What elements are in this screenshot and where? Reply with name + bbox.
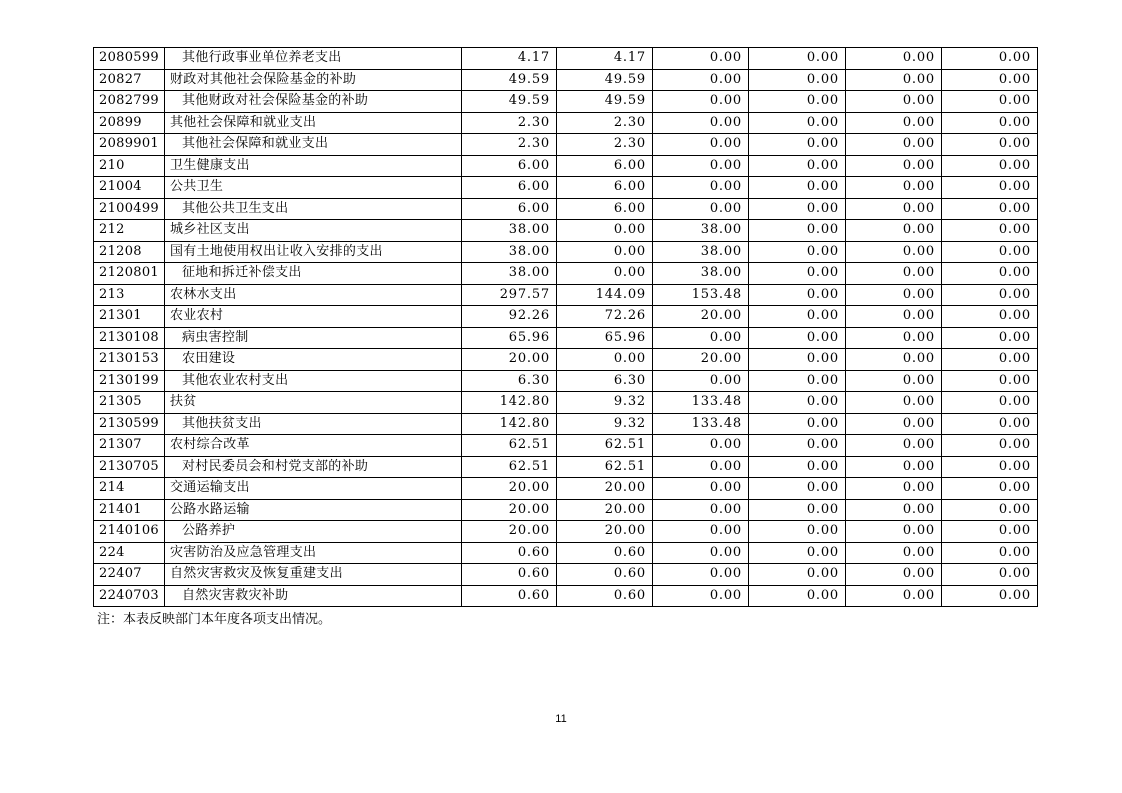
row-value-col1: 0.60 bbox=[462, 564, 557, 586]
row-value-col6: 0.00 bbox=[942, 48, 1038, 70]
row-value-col2: 62.51 bbox=[557, 456, 653, 478]
table-row bbox=[94, 284, 1038, 306]
row-code: 2130153 bbox=[94, 349, 165, 371]
table-row bbox=[94, 198, 1038, 220]
row-value-col1: 0.60 bbox=[462, 542, 557, 564]
row-value-col6: 0.00 bbox=[942, 263, 1038, 285]
row-value-col2: 4.17 bbox=[557, 48, 653, 70]
row-value-col5: 0.00 bbox=[846, 542, 942, 564]
row-code: 21004 bbox=[94, 177, 165, 199]
table-row bbox=[94, 220, 1038, 242]
row-name: 公共卫生 bbox=[165, 177, 462, 199]
row-value-col4: 0.00 bbox=[749, 435, 846, 457]
row-value-col4: 0.00 bbox=[749, 392, 846, 414]
row-value-col3: 0.00 bbox=[653, 521, 749, 543]
table-row bbox=[94, 456, 1038, 478]
row-value-col3: 0.00 bbox=[653, 478, 749, 500]
row-value-col6: 0.00 bbox=[942, 370, 1038, 392]
row-value-col6: 0.00 bbox=[942, 220, 1038, 242]
row-value-col5: 0.00 bbox=[846, 198, 942, 220]
expenditure-table bbox=[93, 47, 1038, 607]
row-value-col2: 65.96 bbox=[557, 327, 653, 349]
row-code: 2120801 bbox=[94, 263, 165, 285]
row-value-col6: 0.00 bbox=[942, 306, 1038, 328]
row-value-col3: 20.00 bbox=[653, 306, 749, 328]
row-value-col1: 38.00 bbox=[462, 241, 557, 263]
row-value-col4: 0.00 bbox=[749, 521, 846, 543]
row-value-col5: 0.00 bbox=[846, 284, 942, 306]
row-value-col4: 0.00 bbox=[749, 499, 846, 521]
row-value-col6: 0.00 bbox=[942, 69, 1038, 91]
row-value-col4: 0.00 bbox=[749, 198, 846, 220]
row-name: 扶贫 bbox=[165, 392, 462, 414]
row-code: 2080599 bbox=[94, 48, 165, 70]
row-value-col4: 0.00 bbox=[749, 134, 846, 156]
row-value-col3: 0.00 bbox=[653, 542, 749, 564]
row-value-col5: 0.00 bbox=[846, 91, 942, 113]
table-row bbox=[94, 155, 1038, 177]
row-value-col2: 2.30 bbox=[557, 134, 653, 156]
row-code: 224 bbox=[94, 542, 165, 564]
row-code: 21307 bbox=[94, 435, 165, 457]
row-code: 20899 bbox=[94, 112, 165, 134]
row-value-col1: 6.00 bbox=[462, 198, 557, 220]
row-value-col3: 20.00 bbox=[653, 349, 749, 371]
table-row bbox=[94, 177, 1038, 199]
row-name: 国有土地使用权出让收入安排的支出 bbox=[165, 241, 462, 263]
row-value-col4: 0.00 bbox=[749, 306, 846, 328]
row-value-col2: 20.00 bbox=[557, 499, 653, 521]
row-value-col1: 2.30 bbox=[462, 134, 557, 156]
row-value-col4: 0.00 bbox=[749, 69, 846, 91]
row-code: 21305 bbox=[94, 392, 165, 414]
row-value-col5: 0.00 bbox=[846, 155, 942, 177]
row-value-col4: 0.00 bbox=[749, 349, 846, 371]
row-value-col6: 0.00 bbox=[942, 564, 1038, 586]
table-row bbox=[94, 585, 1038, 607]
row-value-col5: 0.00 bbox=[846, 499, 942, 521]
row-value-col6: 0.00 bbox=[942, 112, 1038, 134]
row-value-col6: 0.00 bbox=[942, 478, 1038, 500]
row-value-col5: 0.00 bbox=[846, 370, 942, 392]
row-value-col1: 142.80 bbox=[462, 413, 557, 435]
row-value-col6: 0.00 bbox=[942, 413, 1038, 435]
row-name: 其他行政事业单位养老支出 bbox=[165, 48, 462, 70]
table-row bbox=[94, 392, 1038, 414]
table-row bbox=[94, 112, 1038, 134]
row-value-col4: 0.00 bbox=[749, 177, 846, 199]
row-value-col1: 142.80 bbox=[462, 392, 557, 414]
row-value-col3: 38.00 bbox=[653, 241, 749, 263]
table-row bbox=[94, 478, 1038, 500]
row-code: 210 bbox=[94, 155, 165, 177]
row-value-col1: 6.00 bbox=[462, 177, 557, 199]
row-value-col4: 0.00 bbox=[749, 263, 846, 285]
row-name: 其他公共卫生支出 bbox=[165, 198, 462, 220]
row-value-col4: 0.00 bbox=[749, 220, 846, 242]
row-value-col4: 0.00 bbox=[749, 48, 846, 70]
row-name: 卫生健康支出 bbox=[165, 155, 462, 177]
row-code: 2130199 bbox=[94, 370, 165, 392]
row-name: 其他社会保障和就业支出 bbox=[165, 134, 462, 156]
row-value-col2: 6.00 bbox=[557, 155, 653, 177]
table-row bbox=[94, 241, 1038, 263]
row-value-col2: 6.00 bbox=[557, 177, 653, 199]
row-value-col4: 0.00 bbox=[749, 155, 846, 177]
row-value-col1: 20.00 bbox=[462, 521, 557, 543]
row-value-col5: 0.00 bbox=[846, 392, 942, 414]
row-value-col6: 0.00 bbox=[942, 542, 1038, 564]
table-note: 注：本表反映部门本年度各项支出情况。 bbox=[97, 612, 332, 627]
row-code: 20827 bbox=[94, 69, 165, 91]
table-row bbox=[94, 413, 1038, 435]
table-row bbox=[94, 91, 1038, 113]
row-name: 公路水路运输 bbox=[165, 499, 462, 521]
row-value-col2: 0.60 bbox=[557, 585, 653, 607]
row-value-col3: 0.00 bbox=[653, 435, 749, 457]
row-value-col5: 0.00 bbox=[846, 220, 942, 242]
row-value-col4: 0.00 bbox=[749, 91, 846, 113]
row-value-col3: 0.00 bbox=[653, 134, 749, 156]
row-name: 城乡社区支出 bbox=[165, 220, 462, 242]
row-value-col1: 49.59 bbox=[462, 91, 557, 113]
row-value-col6: 0.00 bbox=[942, 284, 1038, 306]
row-value-col1: 62.51 bbox=[462, 435, 557, 457]
row-value-col2: 49.59 bbox=[557, 69, 653, 91]
row-value-col6: 0.00 bbox=[942, 349, 1038, 371]
row-code: 2240703 bbox=[94, 585, 165, 607]
table-row bbox=[94, 306, 1038, 328]
row-value-col1: 2.30 bbox=[462, 112, 557, 134]
row-code: 2130108 bbox=[94, 327, 165, 349]
row-value-col5: 0.00 bbox=[846, 134, 942, 156]
row-value-col2: 6.30 bbox=[557, 370, 653, 392]
row-value-col1: 20.00 bbox=[462, 478, 557, 500]
row-value-col3: 0.00 bbox=[653, 91, 749, 113]
row-value-col1: 92.26 bbox=[462, 306, 557, 328]
row-value-col2: 72.26 bbox=[557, 306, 653, 328]
row-value-col3: 0.00 bbox=[653, 48, 749, 70]
row-code: 214 bbox=[94, 478, 165, 500]
row-value-col1: 20.00 bbox=[462, 349, 557, 371]
row-value-col4: 0.00 bbox=[749, 370, 846, 392]
table-row bbox=[94, 48, 1038, 70]
row-value-col6: 0.00 bbox=[942, 499, 1038, 521]
row-value-col5: 0.00 bbox=[846, 177, 942, 199]
row-name: 财政对其他社会保险基金的补助 bbox=[165, 69, 462, 91]
row-value-col3: 0.00 bbox=[653, 155, 749, 177]
row-name: 对村民委员会和村党支部的补助 bbox=[165, 456, 462, 478]
row-value-col6: 0.00 bbox=[942, 155, 1038, 177]
row-name: 农村综合改革 bbox=[165, 435, 462, 457]
row-code: 2130705 bbox=[94, 456, 165, 478]
row-value-col3: 0.00 bbox=[653, 564, 749, 586]
row-value-col3: 133.48 bbox=[653, 392, 749, 414]
page-number: 11 bbox=[555, 713, 567, 725]
row-name: 其他财政对社会保险基金的补助 bbox=[165, 91, 462, 113]
table-row bbox=[94, 327, 1038, 349]
row-value-col6: 0.00 bbox=[942, 521, 1038, 543]
row-value-col2: 0.00 bbox=[557, 349, 653, 371]
row-value-col4: 0.00 bbox=[749, 564, 846, 586]
row-value-col4: 0.00 bbox=[749, 585, 846, 607]
row-name: 农林水支出 bbox=[165, 284, 462, 306]
row-name: 交通运输支出 bbox=[165, 478, 462, 500]
row-code: 212 bbox=[94, 220, 165, 242]
row-value-col2: 6.00 bbox=[557, 198, 653, 220]
table-row bbox=[94, 521, 1038, 543]
row-name: 征地和拆迁补偿支出 bbox=[165, 263, 462, 285]
table-row bbox=[94, 69, 1038, 91]
row-value-col4: 0.00 bbox=[749, 542, 846, 564]
row-name: 灾害防治及应急管理支出 bbox=[165, 542, 462, 564]
row-value-col1: 38.00 bbox=[462, 263, 557, 285]
table-row bbox=[94, 435, 1038, 457]
row-value-col1: 6.30 bbox=[462, 370, 557, 392]
row-value-col1: 20.00 bbox=[462, 499, 557, 521]
row-value-col6: 0.00 bbox=[942, 327, 1038, 349]
row-code: 2089901 bbox=[94, 134, 165, 156]
row-value-col6: 0.00 bbox=[942, 198, 1038, 220]
row-name: 自然灾害救灾及恢复重建支出 bbox=[165, 564, 462, 586]
row-value-col2: 9.32 bbox=[557, 392, 653, 414]
row-value-col6: 0.00 bbox=[942, 392, 1038, 414]
row-value-col1: 6.00 bbox=[462, 155, 557, 177]
table-row bbox=[94, 499, 1038, 521]
row-value-col4: 0.00 bbox=[749, 112, 846, 134]
row-name: 农业农村 bbox=[165, 306, 462, 328]
row-value-col6: 0.00 bbox=[942, 456, 1038, 478]
row-value-col1: 38.00 bbox=[462, 220, 557, 242]
row-value-col2: 144.09 bbox=[557, 284, 653, 306]
row-name: 农田建设 bbox=[165, 349, 462, 371]
row-value-col3: 0.00 bbox=[653, 456, 749, 478]
row-value-col5: 0.00 bbox=[846, 263, 942, 285]
row-name: 其他社会保障和就业支出 bbox=[165, 112, 462, 134]
table-row bbox=[94, 542, 1038, 564]
row-value-col5: 0.00 bbox=[846, 564, 942, 586]
row-value-col5: 0.00 bbox=[846, 521, 942, 543]
row-value-col5: 0.00 bbox=[846, 478, 942, 500]
row-code: 21401 bbox=[94, 499, 165, 521]
row-value-col3: 0.00 bbox=[653, 499, 749, 521]
row-value-col4: 0.00 bbox=[749, 413, 846, 435]
row-value-col3: 0.00 bbox=[653, 370, 749, 392]
row-value-col3: 133.48 bbox=[653, 413, 749, 435]
row-value-col2: 20.00 bbox=[557, 478, 653, 500]
row-value-col2: 0.00 bbox=[557, 263, 653, 285]
row-value-col6: 0.00 bbox=[942, 91, 1038, 113]
row-value-col3: 0.00 bbox=[653, 198, 749, 220]
row-value-col2: 0.60 bbox=[557, 564, 653, 586]
table-body bbox=[94, 48, 1038, 607]
row-value-col3: 0.00 bbox=[653, 69, 749, 91]
row-code: 22407 bbox=[94, 564, 165, 586]
row-value-col3: 0.00 bbox=[653, 177, 749, 199]
row-value-col4: 0.00 bbox=[749, 241, 846, 263]
row-value-col3: 38.00 bbox=[653, 220, 749, 242]
row-value-col1: 62.51 bbox=[462, 456, 557, 478]
row-name: 其他扶贫支出 bbox=[165, 413, 462, 435]
row-value-col3: 0.00 bbox=[653, 112, 749, 134]
row-value-col3: 38.00 bbox=[653, 263, 749, 285]
row-value-col5: 0.00 bbox=[846, 306, 942, 328]
row-value-col6: 0.00 bbox=[942, 435, 1038, 457]
row-value-col5: 0.00 bbox=[846, 327, 942, 349]
row-value-col5: 0.00 bbox=[846, 48, 942, 70]
row-value-col5: 0.00 bbox=[846, 435, 942, 457]
row-value-col6: 0.00 bbox=[942, 241, 1038, 263]
row-value-col5: 0.00 bbox=[846, 585, 942, 607]
row-code: 2130599 bbox=[94, 413, 165, 435]
row-value-col2: 49.59 bbox=[557, 91, 653, 113]
row-value-col5: 0.00 bbox=[846, 413, 942, 435]
row-code: 2140106 bbox=[94, 521, 165, 543]
table-row bbox=[94, 370, 1038, 392]
row-value-col6: 0.00 bbox=[942, 134, 1038, 156]
row-code: 21301 bbox=[94, 306, 165, 328]
row-value-col5: 0.00 bbox=[846, 241, 942, 263]
row-name: 其他农业农村支出 bbox=[165, 370, 462, 392]
row-value-col2: 0.00 bbox=[557, 220, 653, 242]
row-value-col1: 297.57 bbox=[462, 284, 557, 306]
row-value-col4: 0.00 bbox=[749, 478, 846, 500]
row-code: 21208 bbox=[94, 241, 165, 263]
row-value-col2: 20.00 bbox=[557, 521, 653, 543]
row-value-col3: 153.48 bbox=[653, 284, 749, 306]
row-value-col3: 0.00 bbox=[653, 327, 749, 349]
table-row bbox=[94, 134, 1038, 156]
row-value-col6: 0.00 bbox=[942, 177, 1038, 199]
row-code: 213 bbox=[94, 284, 165, 306]
row-code: 2100499 bbox=[94, 198, 165, 220]
row-value-col5: 0.00 bbox=[846, 349, 942, 371]
row-name: 公路养护 bbox=[165, 521, 462, 543]
row-value-col2: 2.30 bbox=[557, 112, 653, 134]
row-value-col6: 0.00 bbox=[942, 585, 1038, 607]
row-value-col1: 0.60 bbox=[462, 585, 557, 607]
row-value-col4: 0.00 bbox=[749, 284, 846, 306]
row-name: 自然灾害救灾补助 bbox=[165, 585, 462, 607]
row-value-col5: 0.00 bbox=[846, 112, 942, 134]
table-row bbox=[94, 263, 1038, 285]
row-value-col2: 62.51 bbox=[557, 435, 653, 457]
row-value-col1: 49.59 bbox=[462, 69, 557, 91]
row-value-col4: 0.00 bbox=[749, 327, 846, 349]
row-value-col2: 9.32 bbox=[557, 413, 653, 435]
row-value-col2: 0.60 bbox=[557, 542, 653, 564]
row-value-col1: 65.96 bbox=[462, 327, 557, 349]
row-value-col2: 0.00 bbox=[557, 241, 653, 263]
row-value-col1: 4.17 bbox=[462, 48, 557, 70]
row-value-col5: 0.00 bbox=[846, 456, 942, 478]
table-row bbox=[94, 564, 1038, 586]
row-value-col3: 0.00 bbox=[653, 585, 749, 607]
row-value-col5: 0.00 bbox=[846, 69, 942, 91]
table-row bbox=[94, 349, 1038, 371]
row-value-col4: 0.00 bbox=[749, 456, 846, 478]
row-name: 病虫害控制 bbox=[165, 327, 462, 349]
row-code: 2082799 bbox=[94, 91, 165, 113]
